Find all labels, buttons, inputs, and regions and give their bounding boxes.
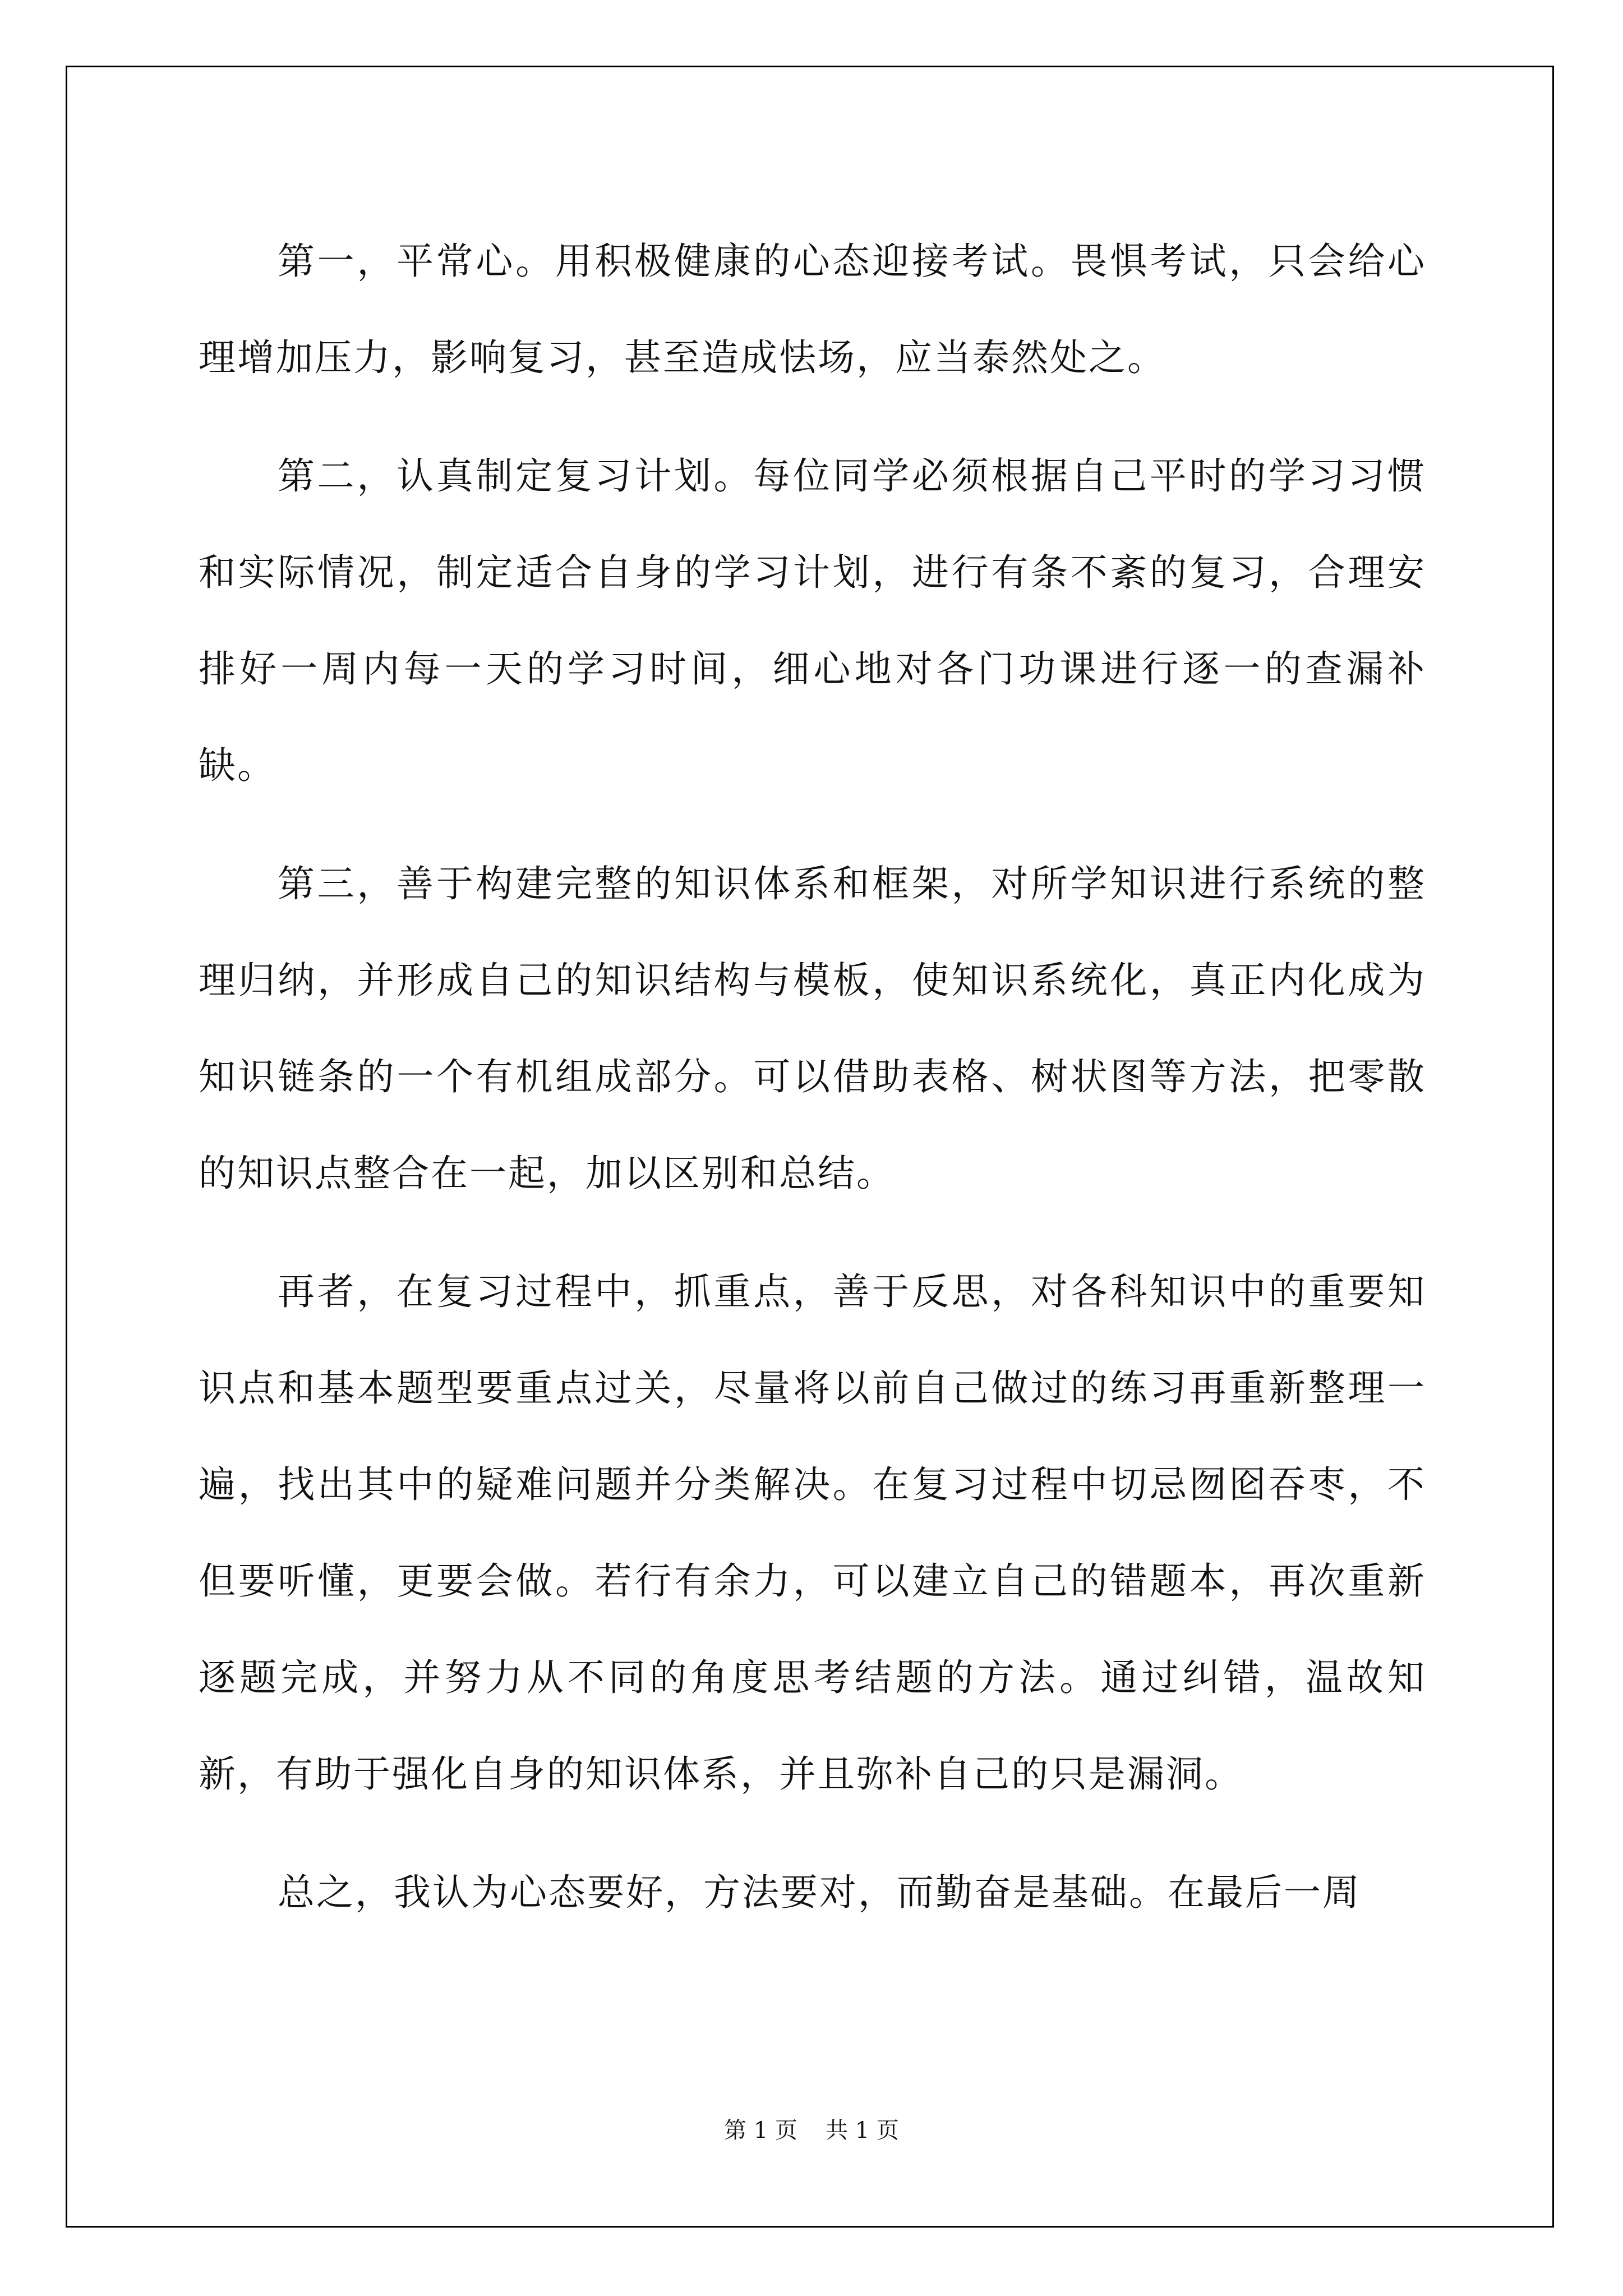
paragraph-5: 总之，我认为心态要好，方法要对，而勤奋是基础。在最后一周 bbox=[278, 1871, 1361, 1914]
page-footer bbox=[0, 2113, 1623, 2145]
paragraph-2: 第二，认真制定复习计划。每位同学必须根据自己平时的学习习惯和实际情况，制定适合自身的学习计划，进行有条不紊的复习，合理安排好一周内每一天的学习时间，细心地对各门功课进行逐一的查漏补缺。 bbox=[199, 454, 1426, 787]
page-number-total: 共 1 页 bbox=[826, 2118, 899, 2143]
page-number-current: 第 1 页 bbox=[724, 2118, 797, 2143]
document-body bbox=[199, 213, 1426, 1963]
paragraph-4: 再者，在复习过程中，抓重点，善于反思，对各科知识中的重要知识点和基本题型要重点过关，尽量将以前自己做过的练习再重新整理一遍，找出其中的疑难问题并分类解决。在复习过程中切忌囫囵吞枣，不但要听懂，更要会做。若行有余力，可以建立自己的错题本，再次重新逐题完成，并努力从不同的角度思考结题的方法。通过纠错，温故知新，有助于强化自身的知识体系，并且弥补自己的只是漏洞。 bbox=[199, 1270, 1426, 1796]
paragraph-3: 第三，善于构建完整的知识体系和框架，对所学知识进行系统的整理归纳，并形成自己的知识结构与模板，使知识系统化，真正内化成为知识链条的一个有机组成部分。可以借助表格、树状图等方法，把零散的知识点整合在一起，加以区别和总结。 bbox=[199, 862, 1426, 1195]
paragraph-1: 第一，平常心。用积极健康的心态迎接考试。畏惧考试，只会给心理增加压力，影响复习，甚至造成怯场，应当泰然处之。 bbox=[199, 240, 1426, 379]
